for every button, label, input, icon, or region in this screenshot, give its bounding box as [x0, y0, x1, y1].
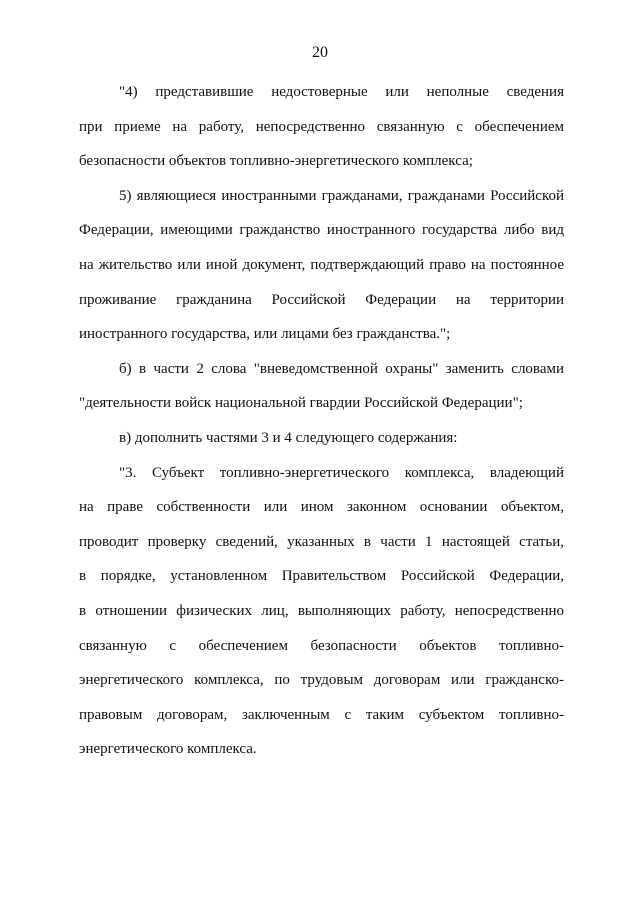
text-line: "деятельности войск национальной гвардии Российской Федерации";	[79, 395, 523, 412]
text-line: "3. Субъект топливно-энергетического комплекса, владеющий	[119, 464, 564, 481]
text-line: на жительство или иной документ, подтверждающий право на постоянное	[79, 256, 564, 273]
text-line: б) в части 2 слова "вневедомственной охраны" заменить словами	[119, 360, 564, 377]
text-line: безопасности объектов топливно-энергетического комплекса;	[79, 153, 473, 170]
text-line: при приеме на работу, непосредственно связанную с обеспечением	[79, 118, 564, 135]
text-line: проживание гражданина Российской Федерации на территории	[79, 291, 564, 308]
page-number: 20	[312, 44, 328, 61]
text-line: в порядке, установленном Правительством Российской Федерации,	[79, 568, 564, 585]
text-line: энергетического комплекса.	[79, 741, 257, 758]
text-line: проводит проверку сведений, указанных в части 1 настоящей статьи,	[79, 533, 564, 550]
document-body	[79, 75, 564, 767]
text-line: "4) представившие недостоверные или неполные сведения	[119, 84, 564, 100]
text-line: правовым договорам, заключенным с таким субъектом топливно-	[79, 706, 564, 723]
text-line: связанную с обеспечением безопасности объектов топливно-	[79, 637, 564, 654]
text-line: Федерации, имеющими гражданство иностранного государства либо вид	[79, 222, 564, 239]
text-line: на праве собственности или ином законном основании объектом,	[79, 499, 564, 516]
text-line: энергетического комплекса, по трудовым договорам или гражданско-	[79, 672, 564, 689]
text-line: 5) являющиеся иностранными гражданами, гражданами Российской	[119, 187, 564, 204]
text-line: иностранного государства, или лицами без гражданства.";	[79, 326, 451, 343]
text-line: в отношении физических лиц, выполняющих работу, непосредственно	[79, 602, 564, 619]
text-line: в) дополнить частями 3 и 4 следующего содержания:	[119, 429, 458, 446]
